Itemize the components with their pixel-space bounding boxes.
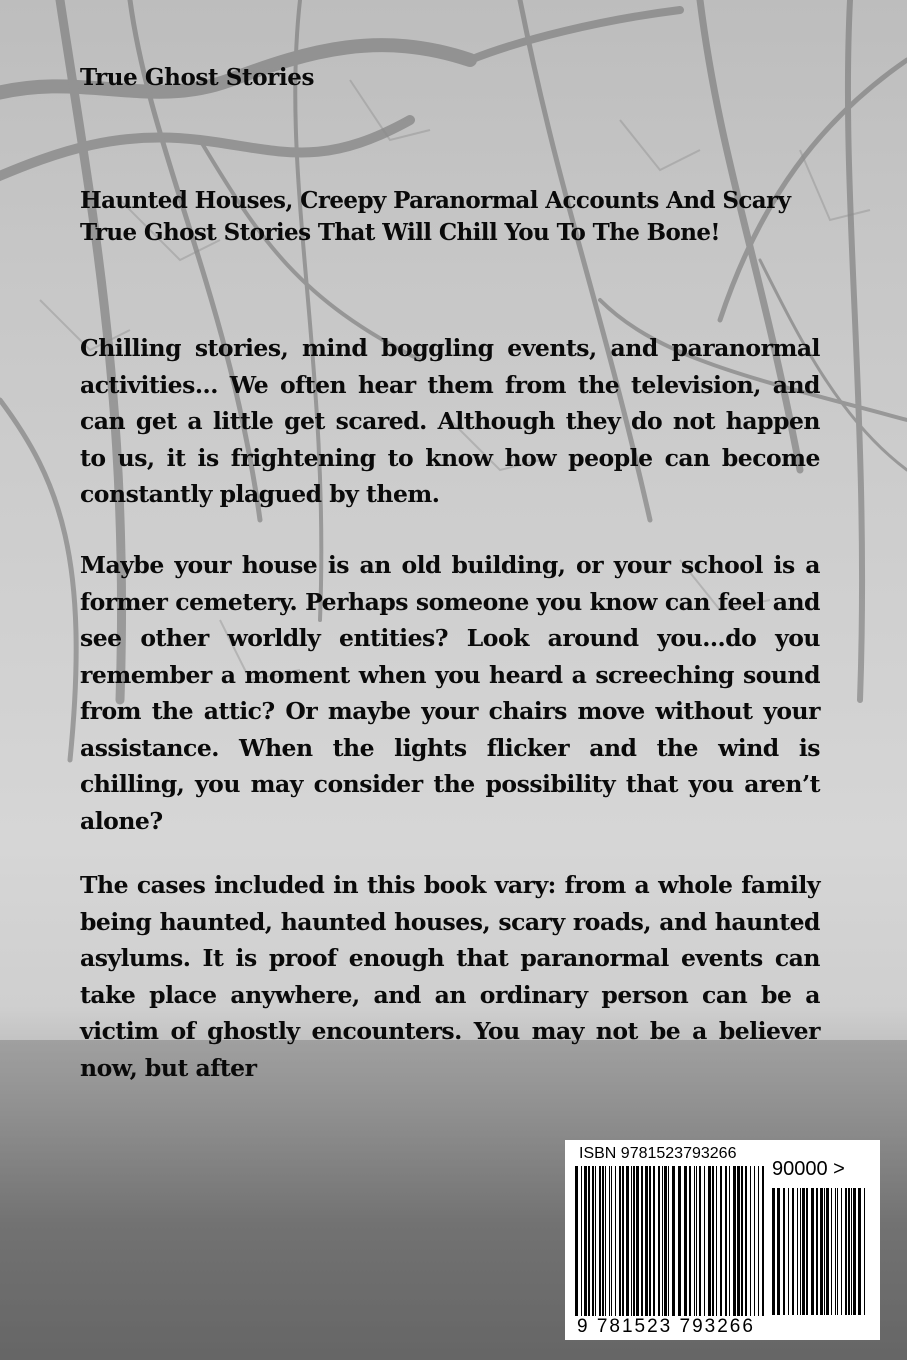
addon-barcode-bars — [772, 1188, 868, 1315]
book-title: True Ghost Stories — [80, 64, 315, 91]
description-paragraph-3: The cases included in this book vary: from a whole family being haunted, haunted houses, scary roads, and haunted asylums. It is proof enough that paranormal events can take place anywhere, and an ordinary person can be a victim of ghostly encounters. You may not be a believer now, but after — [80, 871, 820, 1082]
isbn-label: ISBN 9781523793266 — [579, 1145, 737, 1162]
isbn-barcode — [565, 1140, 880, 1340]
barcode-bars — [575, 1166, 767, 1316]
price-code: 90000 > — [772, 1158, 845, 1180]
description-paragraph-1: Chilling stories, mind boggling events, and paranormal activities... We often hear them from the television, and can get a little get scared. Although they do not happen to us, it is frightening to know how people can become constantly plagued by them. — [80, 334, 820, 508]
description-paragraph-2: Maybe your house is an old building, or your school is a former cemetery. Perhaps someone you know can feel and see other worldly entities? Look around you...do you remember a moment when you heard a screeching sound from the attic? Or maybe your chairs move without your assistance. When the lights flicker and the wind is chilling, you may consider the possibility that you aren’t alone? — [80, 551, 820, 835]
book-tagline: Haunted Houses, Creepy Paranormal Accounts And Scary True Ghost Stories That Will Chill You To The Bone! — [80, 187, 791, 246]
barcode-number: 9 781523 793266 — [577, 1316, 755, 1337]
